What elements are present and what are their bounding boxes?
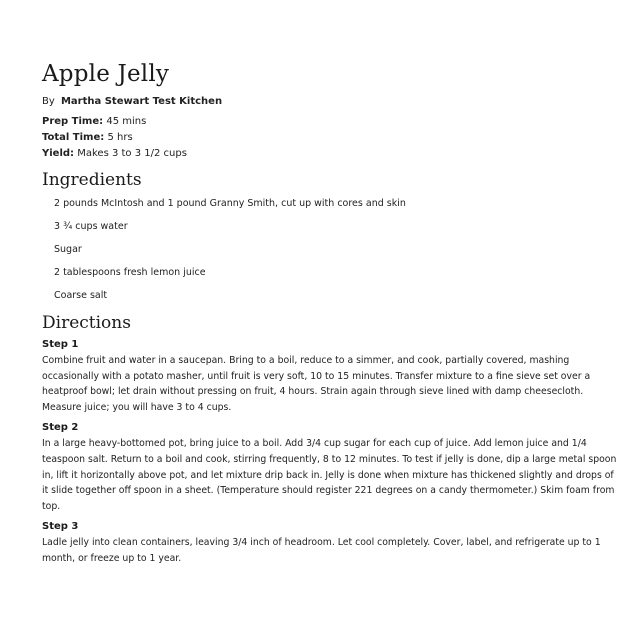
step-text: Ladle jelly into clean containers, leaving 3/4 inch of headroom. Let cool completely. Cover, label, and refrigerate up to 1 month, or freeze up to 1 year. (42, 537, 601, 564)
ingredient-item: Sugar (54, 244, 82, 255)
directions-heading: Directions (42, 313, 131, 333)
prep-time-label: Prep Time: (42, 116, 104, 127)
step-label: Step 2 (42, 422, 79, 434)
step-text: In a large heavy-bottomed pot, bring juice to a boil. Add 3/4 cup sugar for each cup of juice. Add lemon juice and 1/4 teaspoon salt. Return to a boil and cook, stirring frequently, 8 to 12 minutes. To test if jelly is done, dip a large metal spoon in, lift it horizontally above pot, and let mixture drip back in. Jelly is done when mixture has thickened slightly and drops of it slide together off spoon in a sheet. (Temperature should register 221 degrees on a candy thermometer.) Skim foam from top. (42, 438, 617, 512)
step-label: Step 1 (42, 339, 79, 350)
ingredients-list (42, 197, 618, 302)
step-text: Combine fruit and water in a saucepan. Bring to a boil, reduce to a simmer, and cook, partially covered, mashing occasionally with a potato masher, until fruit is very soft, 10 to 15 minutes. Transfer mixture to a fine sieve set over a heatproof bowl; let drain without pressing on fruit, 4 hours. Strain again through sieve lined with damp cheesecloth. Measure juice; you will have 3 to 4 cups. (42, 355, 591, 413)
step-label: Step 3 (42, 521, 79, 533)
ingredient-item: 3 ¾ cups water (54, 221, 128, 232)
ingredients-heading: Ingredients (42, 170, 142, 190)
yield-value: Makes 3 to 3 1/2 cups (77, 148, 187, 159)
recipe-meta (42, 114, 618, 162)
yield-row (42, 146, 618, 162)
prep-time-row (42, 114, 618, 130)
total-time-row (42, 130, 618, 146)
recipe-title: Apple Jelly (42, 61, 170, 87)
total-time-value: 5 hrs (107, 132, 133, 143)
prep-time-value: 45 mins (106, 116, 147, 127)
ingredient-item: 2 pounds McIntosh and 1 pound Granny Smith, cut up with cores and skin (54, 198, 406, 209)
yield-label: Yield: (42, 148, 75, 159)
total-time-label: Total Time: (42, 132, 105, 143)
direction-step-3 (42, 520, 618, 566)
direction-step-1 (42, 338, 618, 415)
byline (42, 95, 618, 108)
ingredient-item: Coarse salt (54, 290, 108, 301)
ingredient-item: 2 tablespoons fresh lemon juice (54, 267, 206, 278)
recipe-page (42, 60, 618, 573)
byline-prefix: By (42, 96, 55, 107)
direction-step-2 (42, 421, 618, 514)
author-name: Martha Stewart Test Kitchen (60, 96, 223, 107)
